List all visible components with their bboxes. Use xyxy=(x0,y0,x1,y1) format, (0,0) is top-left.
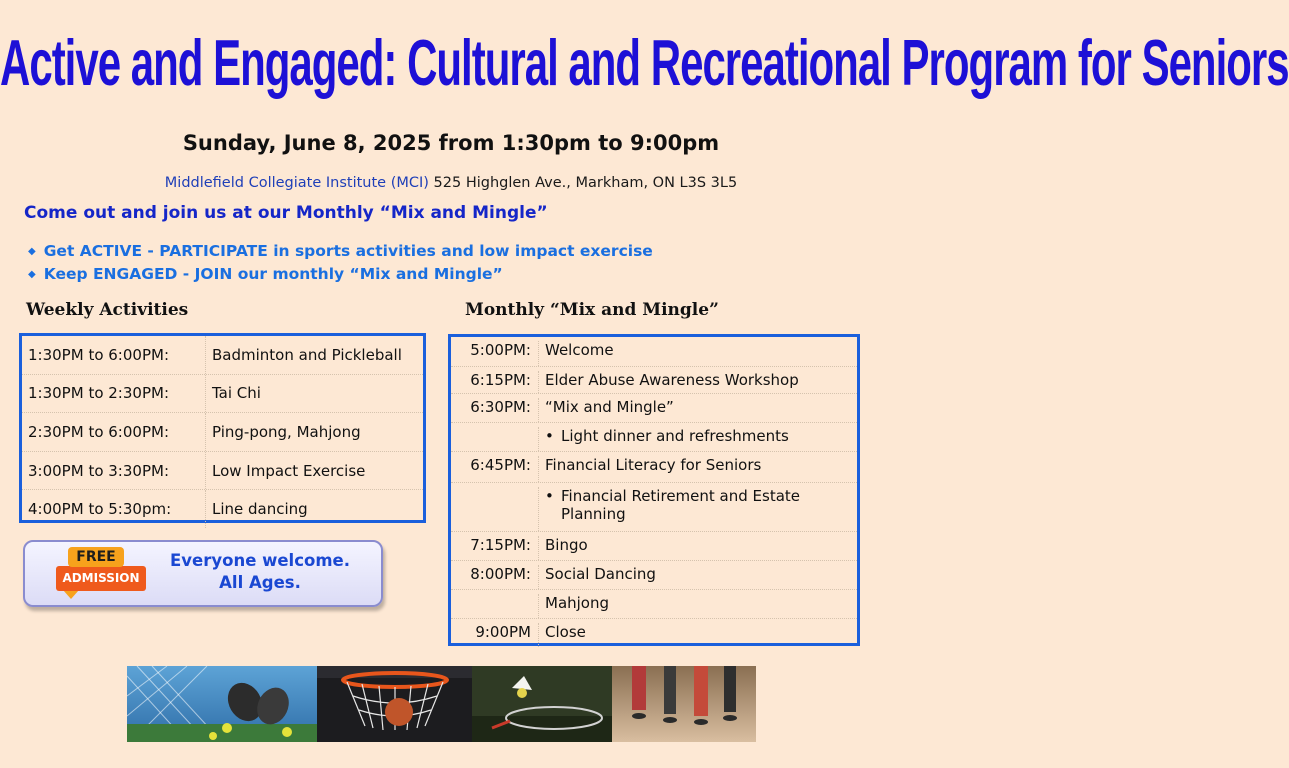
time-cell: 5:00PM: xyxy=(451,341,539,366)
diamond-bullet-icon: ◆ xyxy=(28,269,36,280)
table-row xyxy=(22,375,423,414)
welcome-text: Everyone welcome. All Ages. xyxy=(170,551,350,592)
table-row xyxy=(451,423,857,452)
table-row xyxy=(451,532,857,561)
monthly-schedule-table xyxy=(448,334,860,646)
table-row xyxy=(451,367,857,394)
page-title: Active and Engaged: Cultural and Recreational Program for Seniors xyxy=(0,26,1289,99)
activity-cell: Close xyxy=(545,623,586,641)
free-badge: FREE xyxy=(68,547,124,567)
activity-cell: Tai Chi xyxy=(212,384,261,403)
bullet-item: ◆ Keep ENGAGED - JOIN our monthly “Mix and Mingle” xyxy=(28,265,503,283)
activity-cell: Low Impact Exercise xyxy=(212,461,366,480)
time-cell: 6:45PM: xyxy=(451,456,539,482)
photo-strip xyxy=(127,666,756,742)
table-row xyxy=(451,590,857,619)
sub-item: • Light dinner and refreshments xyxy=(545,427,789,445)
pickleball-photo xyxy=(127,666,317,742)
bullet-dot-icon: • xyxy=(545,487,554,505)
table-row xyxy=(22,452,423,491)
activity-cell: Ping-pong, Mahjong xyxy=(212,422,361,441)
monthly-heading: Monthly “Mix and Mingle” xyxy=(465,300,719,320)
table-row xyxy=(451,619,857,647)
table-row xyxy=(451,394,857,423)
activity-cell: Welcome xyxy=(545,341,614,359)
weekly-heading: Weekly Activities xyxy=(26,300,189,320)
weekly-schedule-table xyxy=(19,333,426,523)
free-admission-banner xyxy=(23,540,383,607)
time-cell: 7:15PM: xyxy=(451,536,539,560)
venue-line xyxy=(0,175,902,191)
time-cell: 6:30PM: xyxy=(451,398,539,422)
activity-cell: Bingo xyxy=(545,536,588,554)
activity-cell: Social Dancing xyxy=(545,565,656,583)
basketball-hoop-photo xyxy=(317,666,472,742)
activity-cell: Financial Literacy for Seniors xyxy=(545,456,762,474)
line-dancing-photo xyxy=(612,666,756,742)
time-cell: 2:30PM to 6:00PM: xyxy=(22,413,206,451)
table-row xyxy=(451,337,857,367)
activity-cell: Line dancing xyxy=(212,500,308,519)
activity-cell: Mahjong xyxy=(545,594,610,612)
time-cell: 4:00PM to 5:30pm: xyxy=(22,490,206,528)
sub-item: • Financial Retirement and Estate Planning xyxy=(545,487,801,523)
time-cell: 6:15PM: xyxy=(451,371,539,393)
time-cell: 1:30PM to 2:30PM: xyxy=(22,375,206,413)
venue-name: Middlefield Collegiate Institute (MCI) xyxy=(164,175,429,191)
activity-cell: Elder Abuse Awareness Workshop xyxy=(545,371,799,389)
invite-text: Come out and join us at our Monthly “Mix and Mingle” xyxy=(24,203,548,223)
feature-bullets xyxy=(28,240,653,286)
badminton-shuttlecock-photo xyxy=(472,666,612,742)
time-cell: 8:00PM: xyxy=(451,565,539,589)
bullet-item: ◆ Get ACTIVE - PARTICIPATE in sports activities and low impact exercise xyxy=(28,242,653,260)
diamond-bullet-icon: ◆ xyxy=(28,246,36,257)
time-cell: 9:00PM xyxy=(451,623,539,647)
table-row xyxy=(22,413,423,452)
time-cell: 3:00PM to 3:30PM: xyxy=(22,452,206,490)
table-row xyxy=(451,561,857,590)
table-row xyxy=(451,452,857,483)
venue-address: 525 Highglen Ave., Markham, ON L3S 3L5 xyxy=(433,175,738,191)
table-row xyxy=(22,336,423,375)
admission-badge: ADMISSION xyxy=(56,566,146,591)
activity-cell: “Mix and Mingle” xyxy=(545,398,674,416)
badge-tail-icon xyxy=(63,590,79,599)
table-row xyxy=(22,490,423,528)
table-row xyxy=(451,483,857,532)
time-cell xyxy=(451,594,539,618)
event-date: Sunday, June 8, 2025 from 1:30pm to 9:00pm xyxy=(182,131,720,155)
time-cell: 1:30PM to 6:00PM: xyxy=(22,336,206,374)
activity-cell: Badminton and Pickleball xyxy=(212,345,402,364)
bullet-dot-icon: • xyxy=(545,427,554,445)
